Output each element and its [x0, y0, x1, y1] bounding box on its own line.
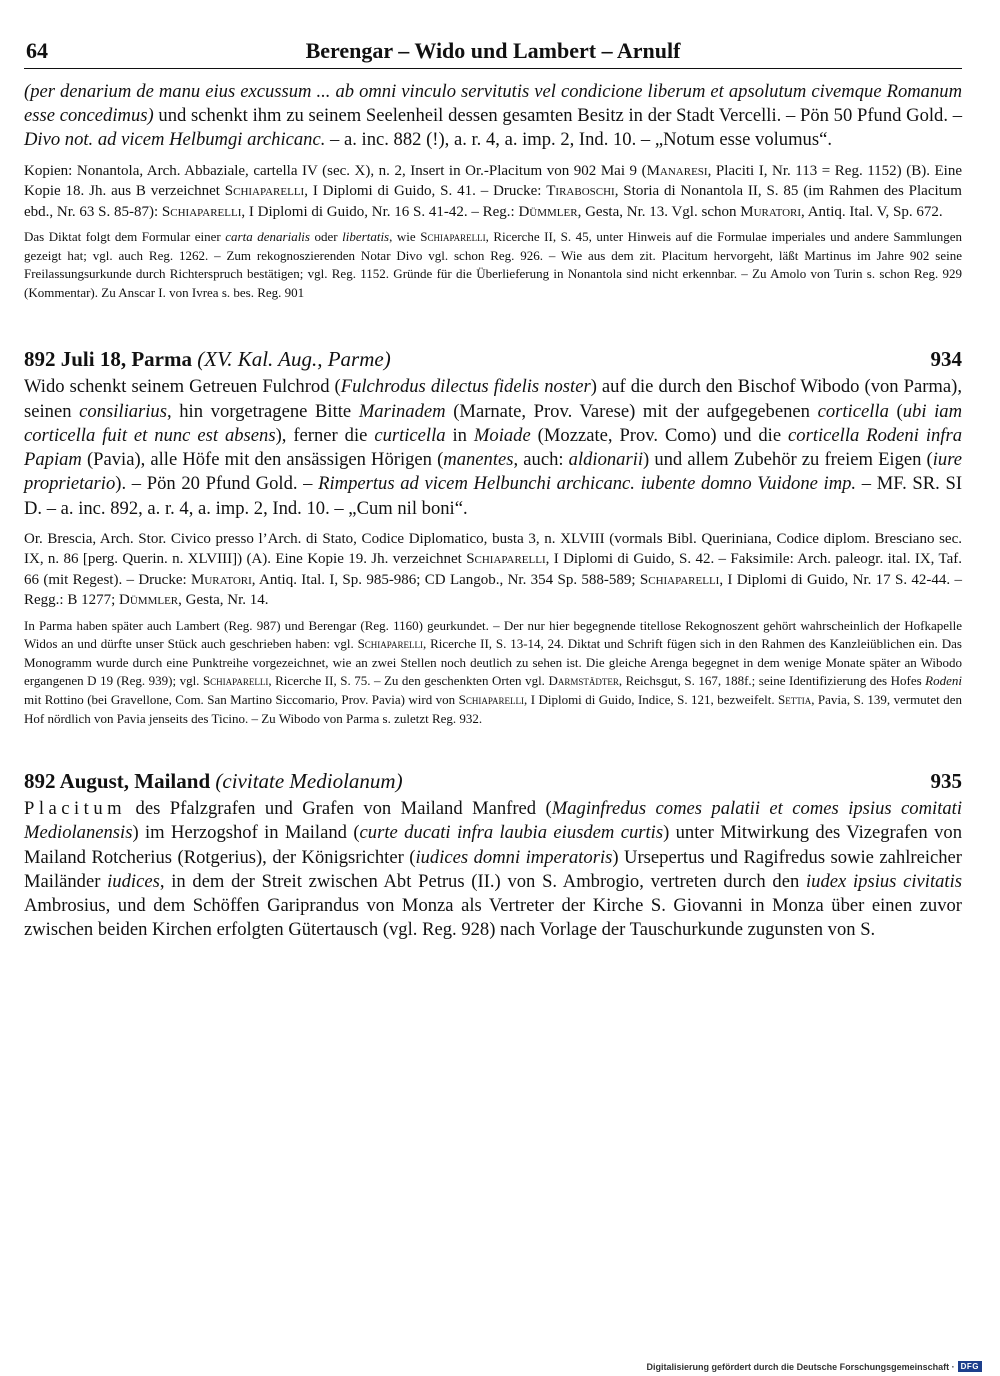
- running-title: Berengar – Wido und Lambert – Arnulf: [305, 38, 681, 63]
- carry-commentary-paragraph: Das Diktat folgt dem Formular einer carta denarialis oder libertatis, wie Schiaparelli, Ricerche II, S. 45, unter Hinweis auf die Formulae imperiales und andere Sammlungen gezeigt hat; vgl. auch Reg. 1262. – Zum rekognoszierenden Notar Divo vgl. schon Reg. 926. – Wie aus dem zit. Placitum hervorgeht, läßt Martinus im Jahre 902 seine Freilassungsurkunde durch Richterspruch bestätigen; vgl. Reg. 1152. Gründe für die Überlieferung in Nonantola sind nicht erkennbar. – Zu Amolo von Turin s. schon Reg. 929 (Kommentar). Zu Anscar I. von Ivrea s. bes. Reg. 901: [24, 229, 962, 300]
- entry-934-number: 934: [930, 347, 962, 372]
- entry-935-heading: [24, 768, 962, 794]
- page-number: 64: [26, 38, 48, 63]
- entry-934-sources: Or. Brescia, Arch. Stor. Civico presso l’Arch. di Stato, Codice Diplomatico, busta 3, n. XLVIII (vormals Bibl. Queriniana, Codice diplom. Bresciano sec. IX, n. 86 [perg. Querin. n. XLVIII]) (A). Eine Kopie 19. Jh. verzeichnet Schiaparelli, I Diplomi di Guido, S. 42. – Faksimile: Arch. paleogr. ital. IX, Taf. 66 (mit Regest). – Drucke: Muratori, Antiq. Ital. I, Sp. 985-986; CD Langob., Nr. 354 Sp. 588-589; Schiaparelli, I Diplomi di Guido, Nr. 17 S. 42-44. – Regg.: B 1277; Dümmler, Gesta, Nr. 14.: [24, 530, 962, 609]
- entry-935-text: Placitum des Pfalzgrafen und Grafen von Mailand Manfred (Maginfredus comes palatii et comes ipsius comitati Mediolanensis) im Herzogshof in Mailand (curte ducati infra laubia eiusdem curtis) unter Mitwirkung des Vizegrafen von Mailand Rotcherius (Rotgerius), der Königsrichter (iudices domni imperatoris) Ursepertus und Ragifredus sowie zahlreicher Mailänder iudices, in dem der Streit zwischen Abt Petrus (II.) von S. Ambrogio, vertreten durch den iudex ipsius civitatis Ambrosius, und dem Schöffen Gariprandus von Monza als Vertreter der Kirche S. Giovanni in Monza über einen zuvor zwischen beiden Kirchen erfolgten Gütertausch (vgl. Reg. 928) nach Vorlage der Tauschurkunde zugunsten von S.: [24, 798, 963, 941]
- entry-934-heading: [24, 346, 962, 372]
- entry-934-date: 892 Juli 18, Parma: [24, 347, 192, 372]
- carry-sources-paragraph: Kopien: Nonantola, Arch. Abbaziale, cartella IV (sec. X), n. 2, Insert in Or.-Placitum von 902 Mai 9 (Manaresi, Placiti I, Nr. 113 = Reg. 1152) (B). Eine Kopie 18. Jh. aus B verzeichnet Schiaparelli, I Diplomi di Guido, S. 41. – Drucke: Tiraboschi, Storia di Nonantola II, S. 85 (im Rahmen des Placitum ebd., Nr. 63 S. 85-87): Schiaparelli, I Diplomi di Guido, Nr. 16 S. 41-42. – Reg.: Dümmler, Gesta, Nr. 13. Vgl. schon Muratori, Antiq. Ital. V, Sp. 672.: [24, 162, 962, 220]
- entry-935-date: 892 August, Mailand: [24, 769, 211, 794]
- page-header: [24, 34, 962, 69]
- dfg-logo: DFG: [958, 1361, 982, 1372]
- entry-934-place: (XV. Kal. Aug., Parme): [197, 347, 391, 372]
- carry-main-text: (per denarium de manu eius excussum ... ab omni vinculo servitutis vel condicione liberum et apsolutum civemque Romanum esse concedimus) und schenkt ihm zu seinem Seelenheil dessen gesamten Besitz in der Stadt Vercelli. – Pön 50 Pfund Gold. – Divo not. ad vicem Helbumgi archicanc. – a. inc. 882 (!), a. r. 4, a. imp. 2, Ind. 10. – „Notum esse volumus“.: [24, 81, 963, 151]
- entry-935-number: 935: [930, 769, 962, 794]
- entry-934-text: Wido schenkt seinem Getreuen Fulchrod (Fulchrodus dilectus fidelis noster) auf die durch den Bischof Wibodo (von Parma), seinen consiliarius, hin vorgetragene Bitte Marinadem (Marnate, Prov. Varese) mit der aufgegebenen corticella (ubi iam corticella fuit et nunc est absens), ferner die curticella in Moiade (Mozzate, Prov. Como) und die corticella Rodeni infra Papiam (Pavia), alle Höfe mit den ansässigen Hörigen (manentes, auch: aldionarii) und allem Zubehör zu freiem Eigen (iure proprietario). – Pön 20 Pfund Gold. – Rimpertus ad vicem Helbunchi archicanc. iubente domno Vuidone imp. – MF. SR. SI D. – a. inc. 892, a. r. 4, a. imp. 2, Ind. 10. – „Cum nil boni“.: [24, 376, 963, 519]
- footer-text: Digitalisierung gefördert durch die Deutsche Forschungsgemeinschaft ·: [646, 1361, 955, 1372]
- digitization-footer: [647, 1361, 982, 1372]
- entry-935-place: (civitate Mediolanum): [215, 769, 403, 794]
- page: [24, 34, 962, 942]
- entry-934-commentary: In Parma haben später auch Lambert (Reg. 987) und Berengar (Reg. 1160) geurkundet. – Der nur hier begegnende titellose Rekognoszent gehört wahrscheinlich der Hofkapelle Widos an und dürfte unser Stück auch geschrieben haben: vgl. Schiaparelli, Ricerche II, S. 13-14, 24. Diktat und Schrift fügen sich in den Rahmen des Kanzleiüblichen ein. Das Monogramm wurde durch eine Punktreihe vorgezeichnet, wie an zwei Stellen noch deutlich zu sehen ist. Die gleiche Arenga begegnet in dem wenige Monate später an Wibodo ergangenen D 19 (Reg. 939); vgl. Schiaparelli, Ricerche II, S. 75. – Zu den geschenkten Orten vgl. Darmstädter, Reichsgut, S. 167, 188f.; seine Identifizierung des Hofes Rodeni mit Rottino (bei Gravellone, Com. San Martino Siccomario, Prov. Pavia) wird von Schiaparelli, I Diplomi di Guido, Indice, S. 121, bezweifelt. Settia, Pavia, S. 139, vermutet den Hof nördlich von Pavia jenseits des Ticino. – Zu Wibodo von Parma s. zuletzt Reg. 932.: [24, 617, 962, 726]
